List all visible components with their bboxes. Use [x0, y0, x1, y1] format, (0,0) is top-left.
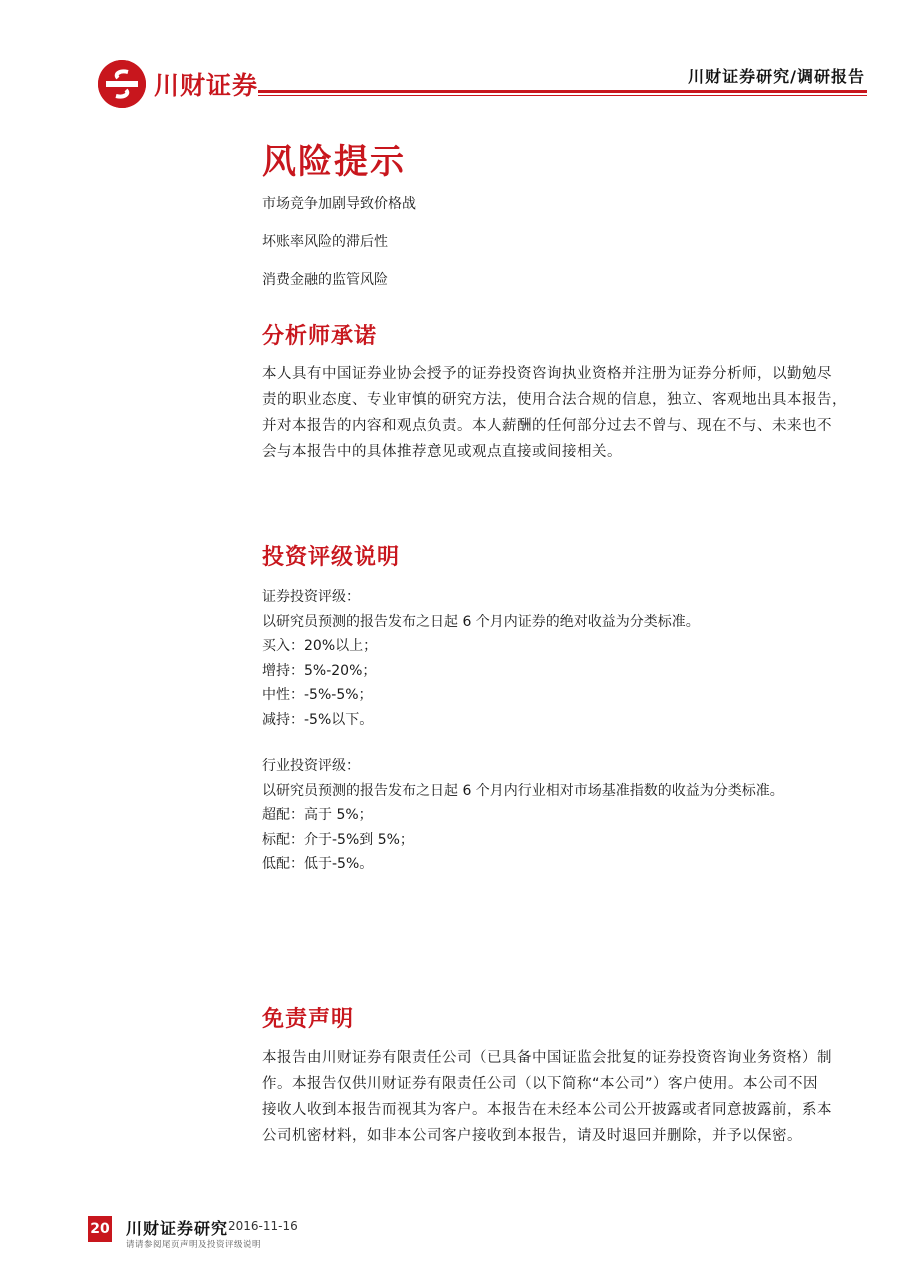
disclaimer-heading: 免责声明 — [262, 1005, 355, 1032]
commitment-line: 责的职业态度、专业审慎的研究方法，使用合法合规的信息，独立、客观地出具本报告， — [262, 391, 847, 408]
page-number: 20 — [88, 1216, 112, 1242]
risk-item: 市场竞争加剧导致价格战 — [262, 196, 416, 213]
commitment-line: 本人具有中国证券业协会授予的证券投资咨询执业资格并注册为证券分析师，以勤勉尽 — [262, 365, 832, 382]
report-type-title: 川财证券研究/调研报告 — [688, 67, 865, 86]
stock-rating-desc: 以研究员预测的报告发布之日起 6 个月内证券的绝对收益为分类标准。 — [262, 613, 700, 630]
page-footer — [0, 1200, 909, 1286]
footer-date: 2016-11-16 — [228, 1219, 298, 1233]
header-divider-thin — [258, 95, 867, 96]
footer-note: 请请参阅尾页声明及投资评级说明 — [126, 1240, 262, 1250]
footer-brand: 川财证券研究 — [126, 1219, 229, 1238]
industry-rating-item: 标配：介于-5%到 5%； — [262, 831, 414, 848]
risk-heading: 风险提示 — [262, 142, 406, 182]
industry-rating-item: 超配：高于 5%； — [262, 807, 373, 824]
stock-rating-item: 减持：-5%以下。 — [262, 711, 374, 728]
industry-rating-desc: 以研究员预测的报告发布之日起 6 个月内行业相对市场基准指数的收益为分类标准。 — [262, 782, 784, 799]
commitment-line: 会与本报告中的具体推荐意见或观点直接或间接相关。 — [262, 443, 622, 460]
stock-rating-item: 增持：5%-20%； — [262, 662, 377, 679]
company-logo-icon — [98, 60, 146, 108]
stock-rating-item: 中性：-5%-5%； — [262, 687, 373, 704]
page-content — [262, 140, 872, 1149]
commitment-heading: 分析师承诺 — [262, 323, 378, 350]
industry-rating-block — [262, 754, 872, 877]
disclaimer-text — [262, 1045, 872, 1149]
commitment-text — [262, 361, 872, 465]
stock-rating-item: 买入：20%以上； — [262, 638, 378, 655]
commitment-line: 并对本报告的内容和观点负责。本人薪酬的任何部分过去不曾与、现在不与、未来也不 — [262, 417, 832, 434]
industry-rating-title: 行业投资评级： — [262, 758, 360, 775]
header-divider — [258, 90, 867, 93]
page-header — [0, 0, 909, 110]
stock-rating-block — [262, 585, 872, 732]
stock-rating-title: 证券投资评级： — [262, 589, 360, 606]
risk-list — [262, 194, 872, 290]
logo-text: 川财证券 — [154, 71, 259, 100]
rating-heading: 投资评级说明 — [262, 543, 401, 570]
disclaimer-line: 接收人收到本报告而视其为客户。本报告在未经本公司公开披露或者同意披露前，系本 — [262, 1102, 832, 1119]
disclaimer-line: 作。本报告仅供川财证券有限责任公司（以下简称“本公司”）客户使用。本公司不因 — [262, 1076, 819, 1093]
risk-item: 坏账率风险的滞后性 — [262, 234, 388, 251]
risk-item: 消费金融的监管风险 — [262, 272, 388, 289]
disclaimer-line: 公司机密材料，如非本公司客户接收到本报告，请及时退回并删除，并予以保密。 — [262, 1128, 802, 1145]
industry-rating-item: 低配：低于-5%。 — [262, 856, 374, 873]
disclaimer-line: 本报告由川财证券有限责任公司（已具备中国证监会批复的证券投资咨询业务资格）制 — [262, 1050, 832, 1067]
